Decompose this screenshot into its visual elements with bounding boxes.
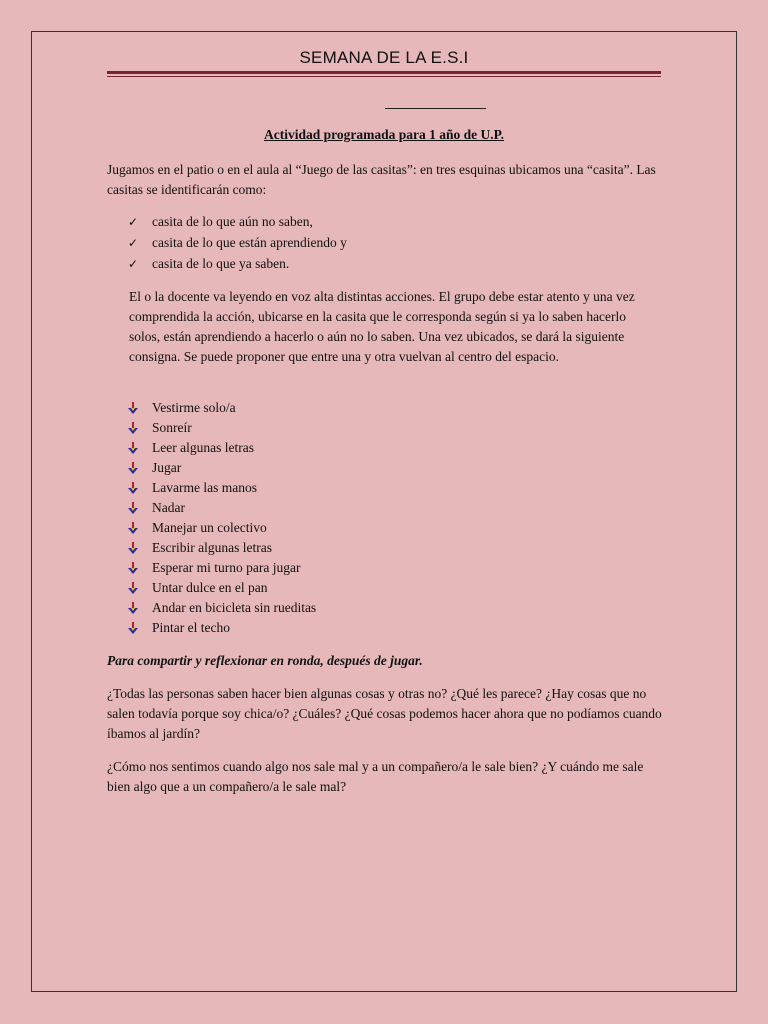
list-item-label: casita de lo que aún no saben, (152, 214, 313, 229)
list-item (128, 418, 648, 438)
list-item (128, 598, 648, 618)
arrow-down-bullet-icon (128, 422, 138, 434)
arrow-down-bullet-icon (128, 602, 138, 614)
instructions-paragraph: El o la docente va leyendo en voz alta distintas acciones. El grupo debe estar atento y una vez comprendida la acción, ubicarse en la casita que le corresponda según si ya lo saben hacerlo solos, están aprendiendo a hacerlo o aún no lo saben. Una vez ubicados, se dará la siguiente consigna. Se puede proponer que entre una y otra vuelvan al centro del espacio. (129, 289, 635, 364)
list-item-label: Pintar el techo (152, 620, 230, 635)
questions-paragraph-2: ¿Cómo nos sentimos cuando algo nos sale mal y a un compañero/a le sale bien? ¿Y cuándo me sale bien algo que a un compañero/a le sale mal? (107, 759, 644, 794)
list-item-label: casita de lo que están aprendiendo y (152, 235, 347, 250)
list-item (128, 558, 648, 578)
check-mark-icon: ✓ (128, 215, 139, 229)
arrow-down-bullet-icon (128, 402, 138, 414)
questions-paragraph-1: ¿Todas las personas saben hacer bien algunas cosas y otras no? ¿Qué les parece? ¿Hay cosas que no salen todavía porque soy chica/o? ¿Cuáles? ¿Qué cosas podemos hacer ahora que no podíamos cuando íbamos al jardín? (107, 686, 662, 741)
list-item-label: Jugar (152, 460, 182, 475)
list-item (128, 578, 648, 598)
arrow-down-bullet-icon (128, 442, 138, 454)
activity-subtitle-text: Actividad programada para 1 año de U.P. (263, 127, 505, 142)
arrow-down-bullet-icon (128, 542, 138, 554)
list-item-label: Andar en bicicleta sin rueditas (152, 600, 317, 615)
arrow-down-bullet-icon (128, 562, 138, 574)
list-item (128, 618, 648, 638)
header-divider-thick (107, 71, 661, 74)
arrow-down-bullet-icon (128, 462, 138, 474)
arrow-down-bullet-icon (128, 582, 138, 594)
list-item (128, 478, 648, 498)
list-item (128, 458, 648, 478)
casitas-list (128, 212, 648, 275)
arrow-down-bullet-icon (128, 502, 138, 514)
list-item-label: Nadar (152, 500, 185, 515)
arrow-down-bullet-icon (128, 482, 138, 494)
header-divider (107, 71, 661, 77)
actions-list (128, 398, 648, 638)
list-item (128, 254, 648, 275)
list-item-label: Leer algunas letras (152, 440, 254, 455)
intro-paragraph: Jugamos en el patio o en el aula al “Juego de las casitas”: en tres esquinas ubicamos una “casita”. Las casitas se identificarán como: (107, 162, 656, 197)
short-divider (385, 108, 486, 109)
check-mark-icon: ✓ (128, 257, 139, 271)
list-item-label: Sonreír (152, 420, 192, 435)
header-divider-thin (107, 76, 661, 77)
list-item (128, 538, 648, 558)
list-item (128, 498, 648, 518)
list-item (128, 233, 648, 254)
list-item-label: casita de lo que ya saben. (152, 256, 290, 271)
list-item (128, 398, 648, 418)
activity-subtitle (0, 127, 768, 143)
list-item (128, 212, 648, 233)
list-item-label: Untar dulce en el pan (152, 580, 268, 595)
list-item (128, 438, 648, 458)
arrow-down-bullet-icon (128, 522, 138, 534)
list-item-label: Manejar un colectivo (152, 520, 267, 535)
page-title: SEMANA DE LA E.S.I (299, 48, 469, 67)
reflection-heading: Para compartir y reflexionar en ronda, después de jugar. (107, 653, 423, 668)
list-item-label: Vestirme solo/a (152, 400, 236, 415)
list-item-label: Esperar mi turno para jugar (152, 560, 301, 575)
list-item-label: Lavarme las manos (152, 480, 257, 495)
list-item-label: Escribir algunas letras (152, 540, 272, 555)
arrow-down-bullet-icon (128, 622, 138, 634)
list-item (128, 518, 648, 538)
check-mark-icon: ✓ (128, 236, 139, 250)
